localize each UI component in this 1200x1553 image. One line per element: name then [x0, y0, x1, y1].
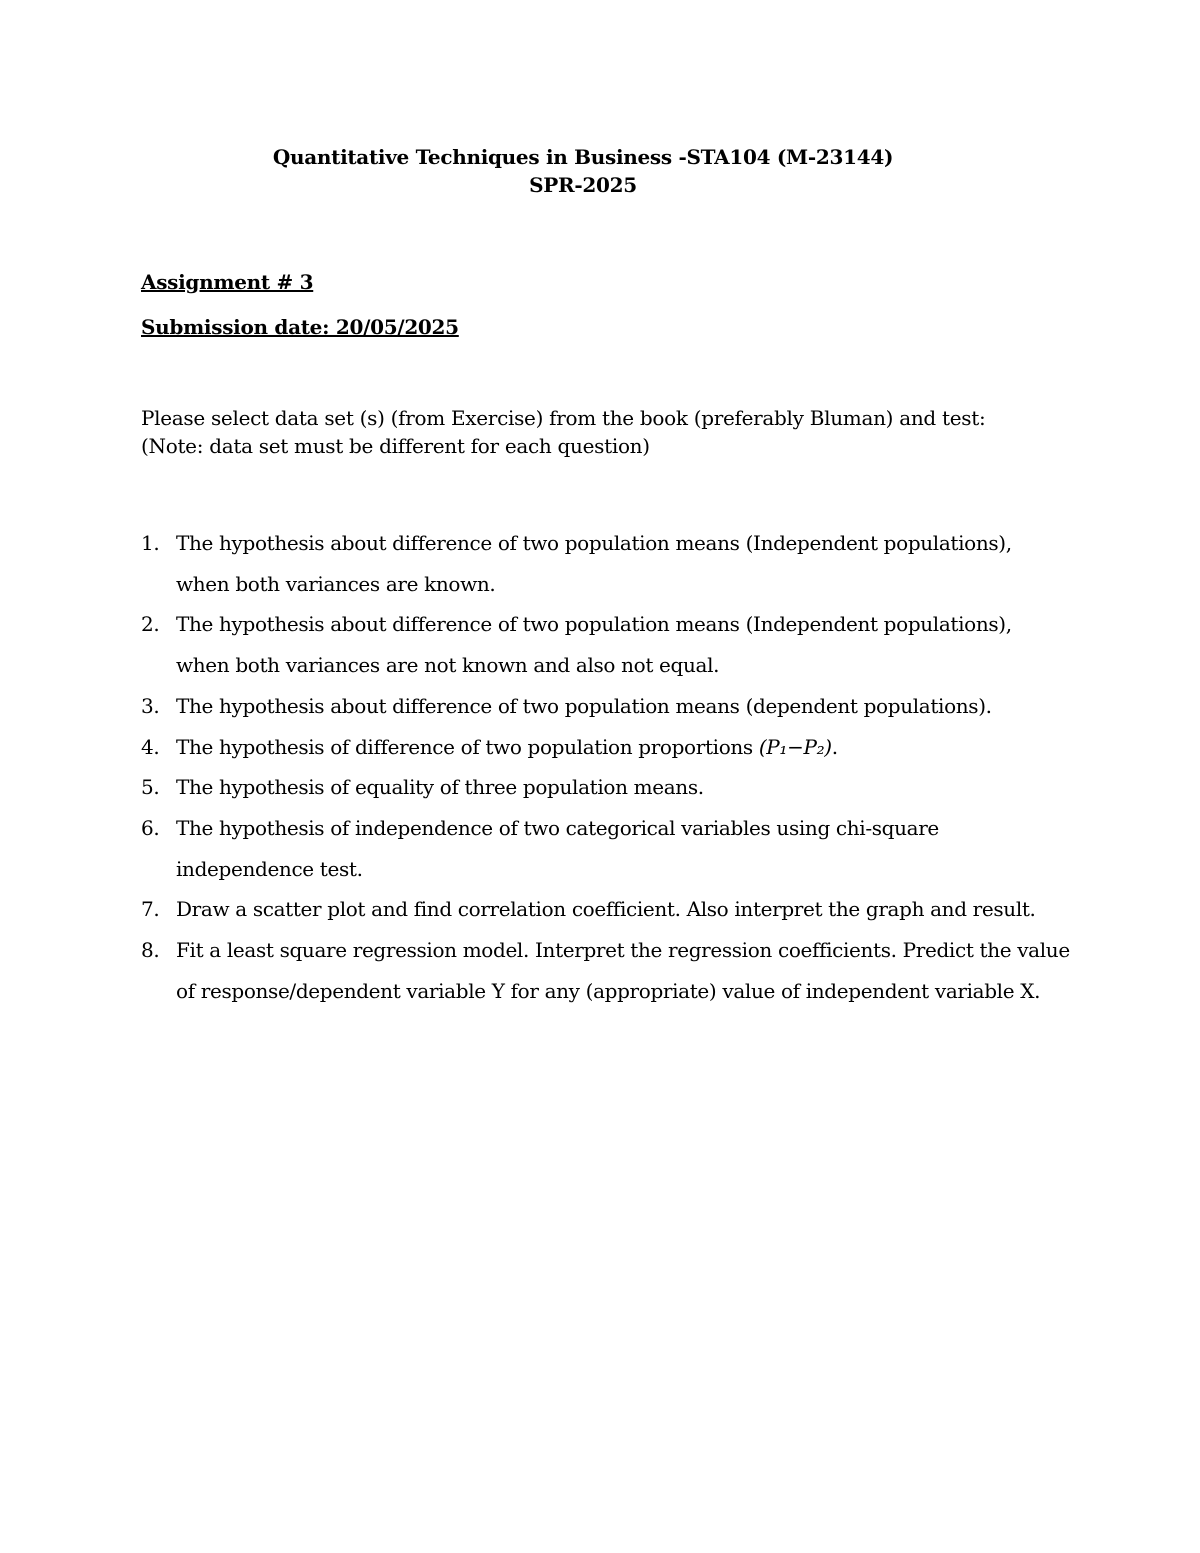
question-suffix: . — [831, 734, 838, 759]
question-item — [141, 727, 1071, 768]
question-item — [141, 889, 1071, 930]
question-number: 7. — [141, 897, 160, 922]
question-number: 5. — [141, 775, 160, 800]
question-text: The hypothesis of equality of three population means. — [176, 775, 704, 800]
question-item — [141, 686, 1071, 727]
question-text-with-math — [176, 727, 1071, 768]
term-label: SPR-2025 — [529, 173, 637, 197]
question-number: 6. — [141, 815, 160, 840]
question-list — [141, 523, 1071, 1011]
question-item — [141, 808, 1071, 889]
course-title: Quantitative Techniques in Business -STA104 (M-23144) — [272, 145, 894, 169]
question-number: 3. — [141, 693, 160, 718]
question-text: The hypothesis of independence of two categorical variables using chi-square independence test. — [176, 815, 939, 881]
question-text: Fit a least square regression model. Interpret the regression coefficients. Predict the value of response/dependent variable Y for any (appropriate) value of independent variable X. — [176, 938, 1070, 1003]
question-number: 1. — [141, 531, 160, 555]
question-text: The hypothesis of difference of two population proportions — [176, 734, 759, 759]
question-number: 2. — [141, 612, 160, 637]
question-item — [141, 523, 1071, 604]
question-text: The hypothesis about difference of two population means (Independent populations), when both variances are known. — [176, 531, 1012, 596]
question-text: The hypothesis about difference of two population means (Independent populations), when both variances are not known and also not equal. — [176, 612, 1012, 678]
instructions — [141, 404, 985, 460]
question-number: 4. — [141, 734, 160, 759]
question-item — [141, 767, 1071, 808]
document-title — [0, 143, 1200, 199]
question-item — [141, 604, 1071, 685]
question-item — [141, 930, 1071, 1011]
instructions-line-2: (Note: data set must be different for each question) — [141, 434, 650, 458]
instructions-line-1: Please select data set (s) (from Exercise) from the book (preferably Bluman) and test: — [141, 406, 986, 430]
question-text: Draw a scatter plot and find correlation coefficient. Also interpret the graph and result. — [176, 897, 1036, 922]
proportion-difference-formula: (P₁−P₂) — [758, 734, 832, 759]
submission-date: Submission date: 20/05/2025 — [141, 315, 459, 339]
question-text: The hypothesis about difference of two population means (dependent populations). — [176, 693, 992, 718]
assignment-heading: Assignment # 3 — [141, 270, 314, 294]
question-number: 8. — [141, 938, 160, 963]
